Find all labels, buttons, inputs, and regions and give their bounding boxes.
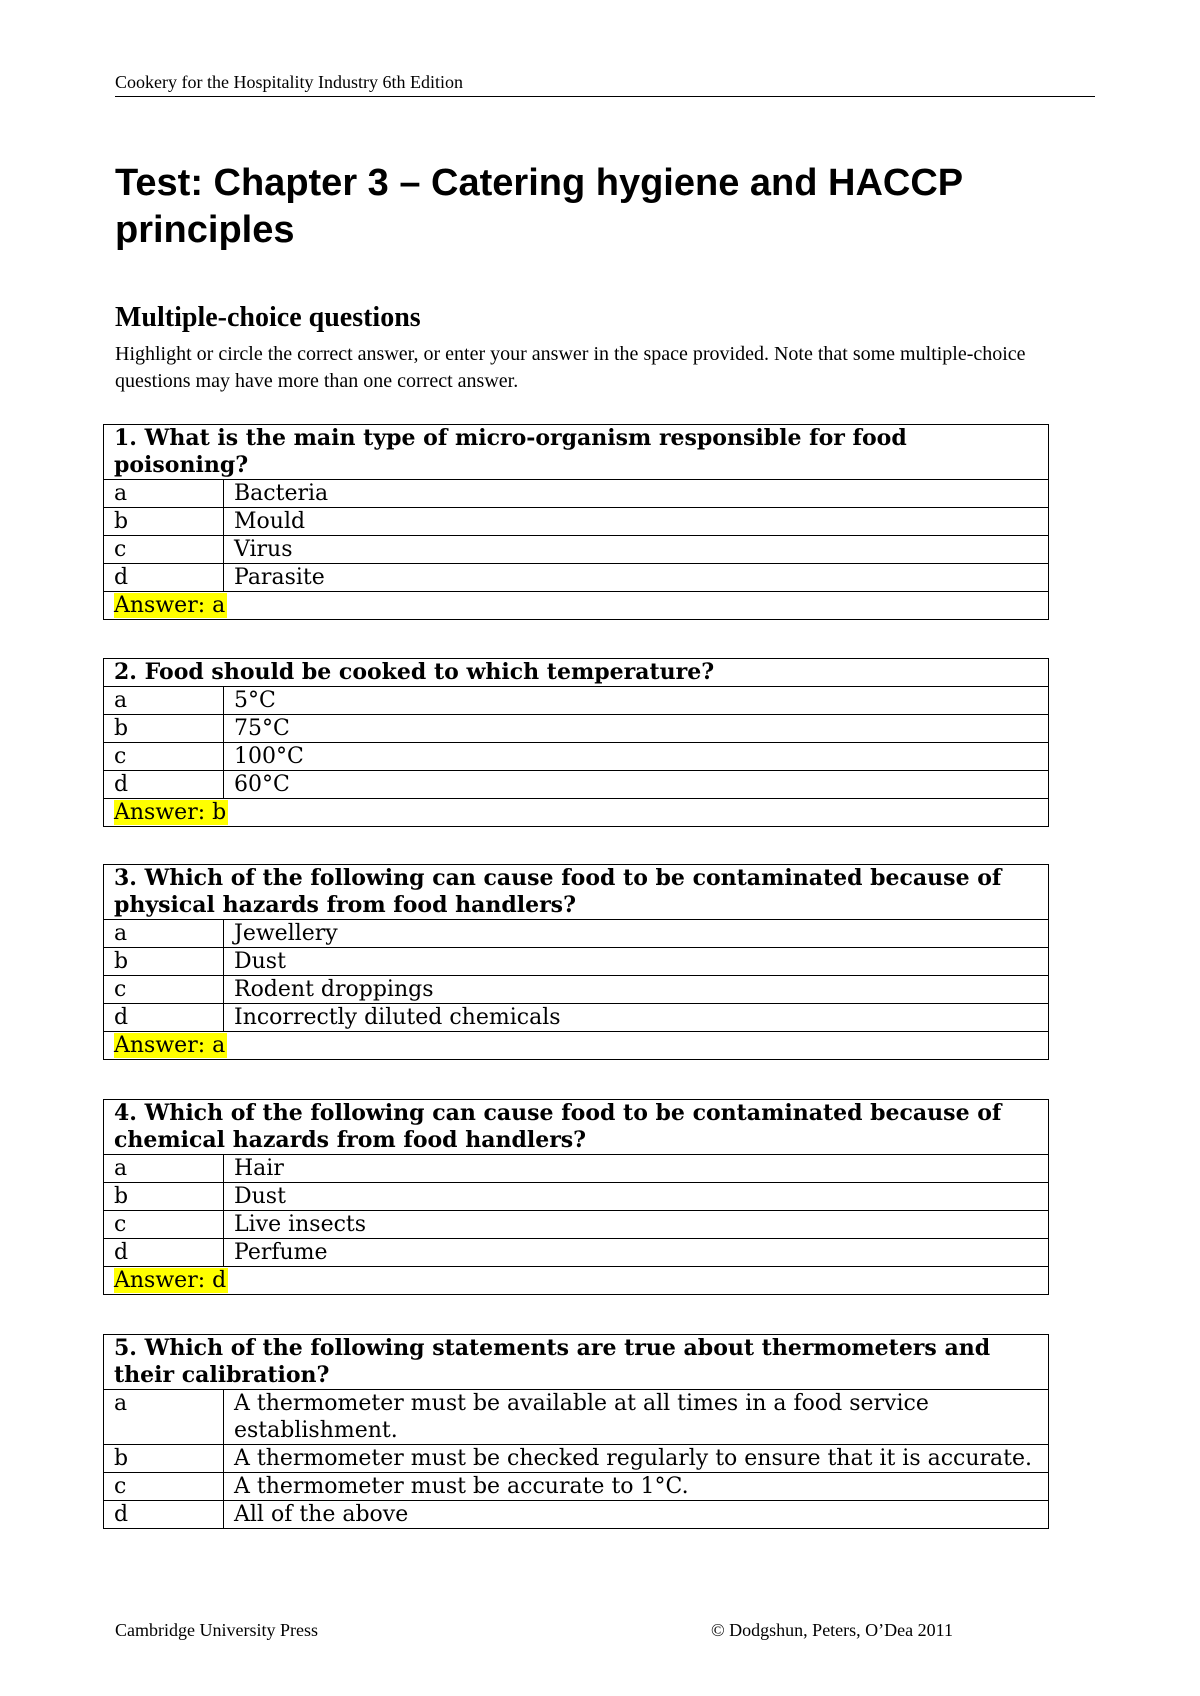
option-row[interactable] [104, 536, 1049, 564]
option-text: 60°C [224, 771, 1049, 799]
option-text: Bacteria [224, 480, 1049, 508]
option-text: Rodent droppings [224, 976, 1049, 1004]
option-text: All of the above [224, 1501, 1049, 1529]
option-text: Hair [224, 1155, 1049, 1183]
option-row[interactable] [104, 976, 1049, 1004]
option-letter: d [104, 771, 224, 799]
answer-row [104, 592, 1049, 620]
option-letter: c [104, 976, 224, 1004]
option-letter: c [104, 743, 224, 771]
option-row[interactable] [104, 1390, 1049, 1445]
option-row[interactable] [104, 1155, 1049, 1183]
page-title: Test: Chapter 3 – Catering hygiene and HACCP principles [115, 162, 963, 251]
option-text: Perfume [224, 1239, 1049, 1267]
option-row[interactable] [104, 564, 1049, 592]
option-row[interactable] [104, 480, 1049, 508]
option-row[interactable] [104, 715, 1049, 743]
option-letter: c [104, 536, 224, 564]
option-text: A thermometer must be accurate to 1°C. [224, 1473, 1049, 1501]
option-text: A thermometer must be checked regularly to ensure that it is accurate. [224, 1445, 1049, 1473]
option-text: 75°C [224, 715, 1049, 743]
option-row[interactable] [104, 508, 1049, 536]
answer-highlight: Answer: b [114, 800, 227, 825]
option-row[interactable] [104, 920, 1049, 948]
answer-highlight: Answer: a [114, 1033, 226, 1058]
option-letter: b [104, 508, 224, 536]
option-letter: a [104, 920, 224, 948]
option-row[interactable] [104, 948, 1049, 976]
question-text: 1. What is the main type of micro-organism responsible for food poisoning? [104, 425, 1049, 480]
option-text: 5°C [224, 687, 1049, 715]
option-text: Live insects [224, 1211, 1049, 1239]
option-row[interactable] [104, 1473, 1049, 1501]
option-letter: c [104, 1211, 224, 1239]
question-table-2 [103, 658, 1049, 827]
answer-row [104, 1032, 1049, 1060]
option-letter: b [104, 948, 224, 976]
option-text: 100°C [224, 743, 1049, 771]
question-text: 4. Which of the following can cause food to be contaminated because of chemical hazards from food handlers? [104, 1100, 1049, 1155]
answer-row [104, 1267, 1049, 1295]
option-letter: a [104, 687, 224, 715]
option-row[interactable] [104, 1239, 1049, 1267]
instructions: Highlight or circle the correct answer, or enter your answer in the space provided. Note that some multiple-choice questions may have more than one correct answer. [115, 343, 1026, 392]
option-letter: d [104, 1501, 224, 1529]
option-text: Incorrectly diluted chemicals [224, 1004, 1049, 1032]
option-text: Mould [224, 508, 1049, 536]
option-letter: a [104, 480, 224, 508]
option-letter: d [104, 564, 224, 592]
footer-publisher: Cambridge University Press [115, 1620, 318, 1640]
option-letter: b [104, 715, 224, 743]
option-text: Virus [224, 536, 1049, 564]
question-table-3 [103, 864, 1049, 1060]
option-row[interactable] [104, 1501, 1049, 1529]
option-text: A thermometer must be available at all times in a food service establishment. [224, 1390, 1049, 1445]
option-row[interactable] [104, 1445, 1049, 1473]
option-letter: a [104, 1155, 224, 1183]
option-row[interactable] [104, 1211, 1049, 1239]
option-letter: b [104, 1183, 224, 1211]
footer-copyright: © Dodgshun, Peters, O’Dea 2011 [711, 1620, 953, 1640]
option-letter: d [104, 1004, 224, 1032]
answer-highlight: Answer: a [114, 593, 226, 618]
option-letter: d [104, 1239, 224, 1267]
option-text: Parasite [224, 564, 1049, 592]
option-text: Jewellery [224, 920, 1049, 948]
option-letter: c [104, 1473, 224, 1501]
option-row[interactable] [104, 743, 1049, 771]
answer-highlight: Answer: d [114, 1268, 227, 1293]
section-heading: Multiple-choice questions [115, 302, 421, 333]
running-header: Cookery for the Hospitality Industry 6th Edition [115, 72, 1095, 97]
question-table-1 [103, 424, 1049, 620]
option-row[interactable] [104, 771, 1049, 799]
question-text: 5. Which of the following statements are true about thermometers and their calibration? [104, 1335, 1049, 1390]
question-table-5 [103, 1334, 1049, 1529]
answer-row [104, 799, 1049, 827]
question-text: 3. Which of the following can cause food to be contaminated because of physical hazards from food handlers? [104, 865, 1049, 920]
question-text: 2. Food should be cooked to which temperature? [104, 659, 1049, 687]
option-letter: a [104, 1390, 224, 1445]
option-row[interactable] [104, 1183, 1049, 1211]
option-text: Dust [224, 1183, 1049, 1211]
option-row[interactable] [104, 1004, 1049, 1032]
option-row[interactable] [104, 687, 1049, 715]
option-letter: b [104, 1445, 224, 1473]
option-text: Dust [224, 948, 1049, 976]
question-table-4 [103, 1099, 1049, 1295]
